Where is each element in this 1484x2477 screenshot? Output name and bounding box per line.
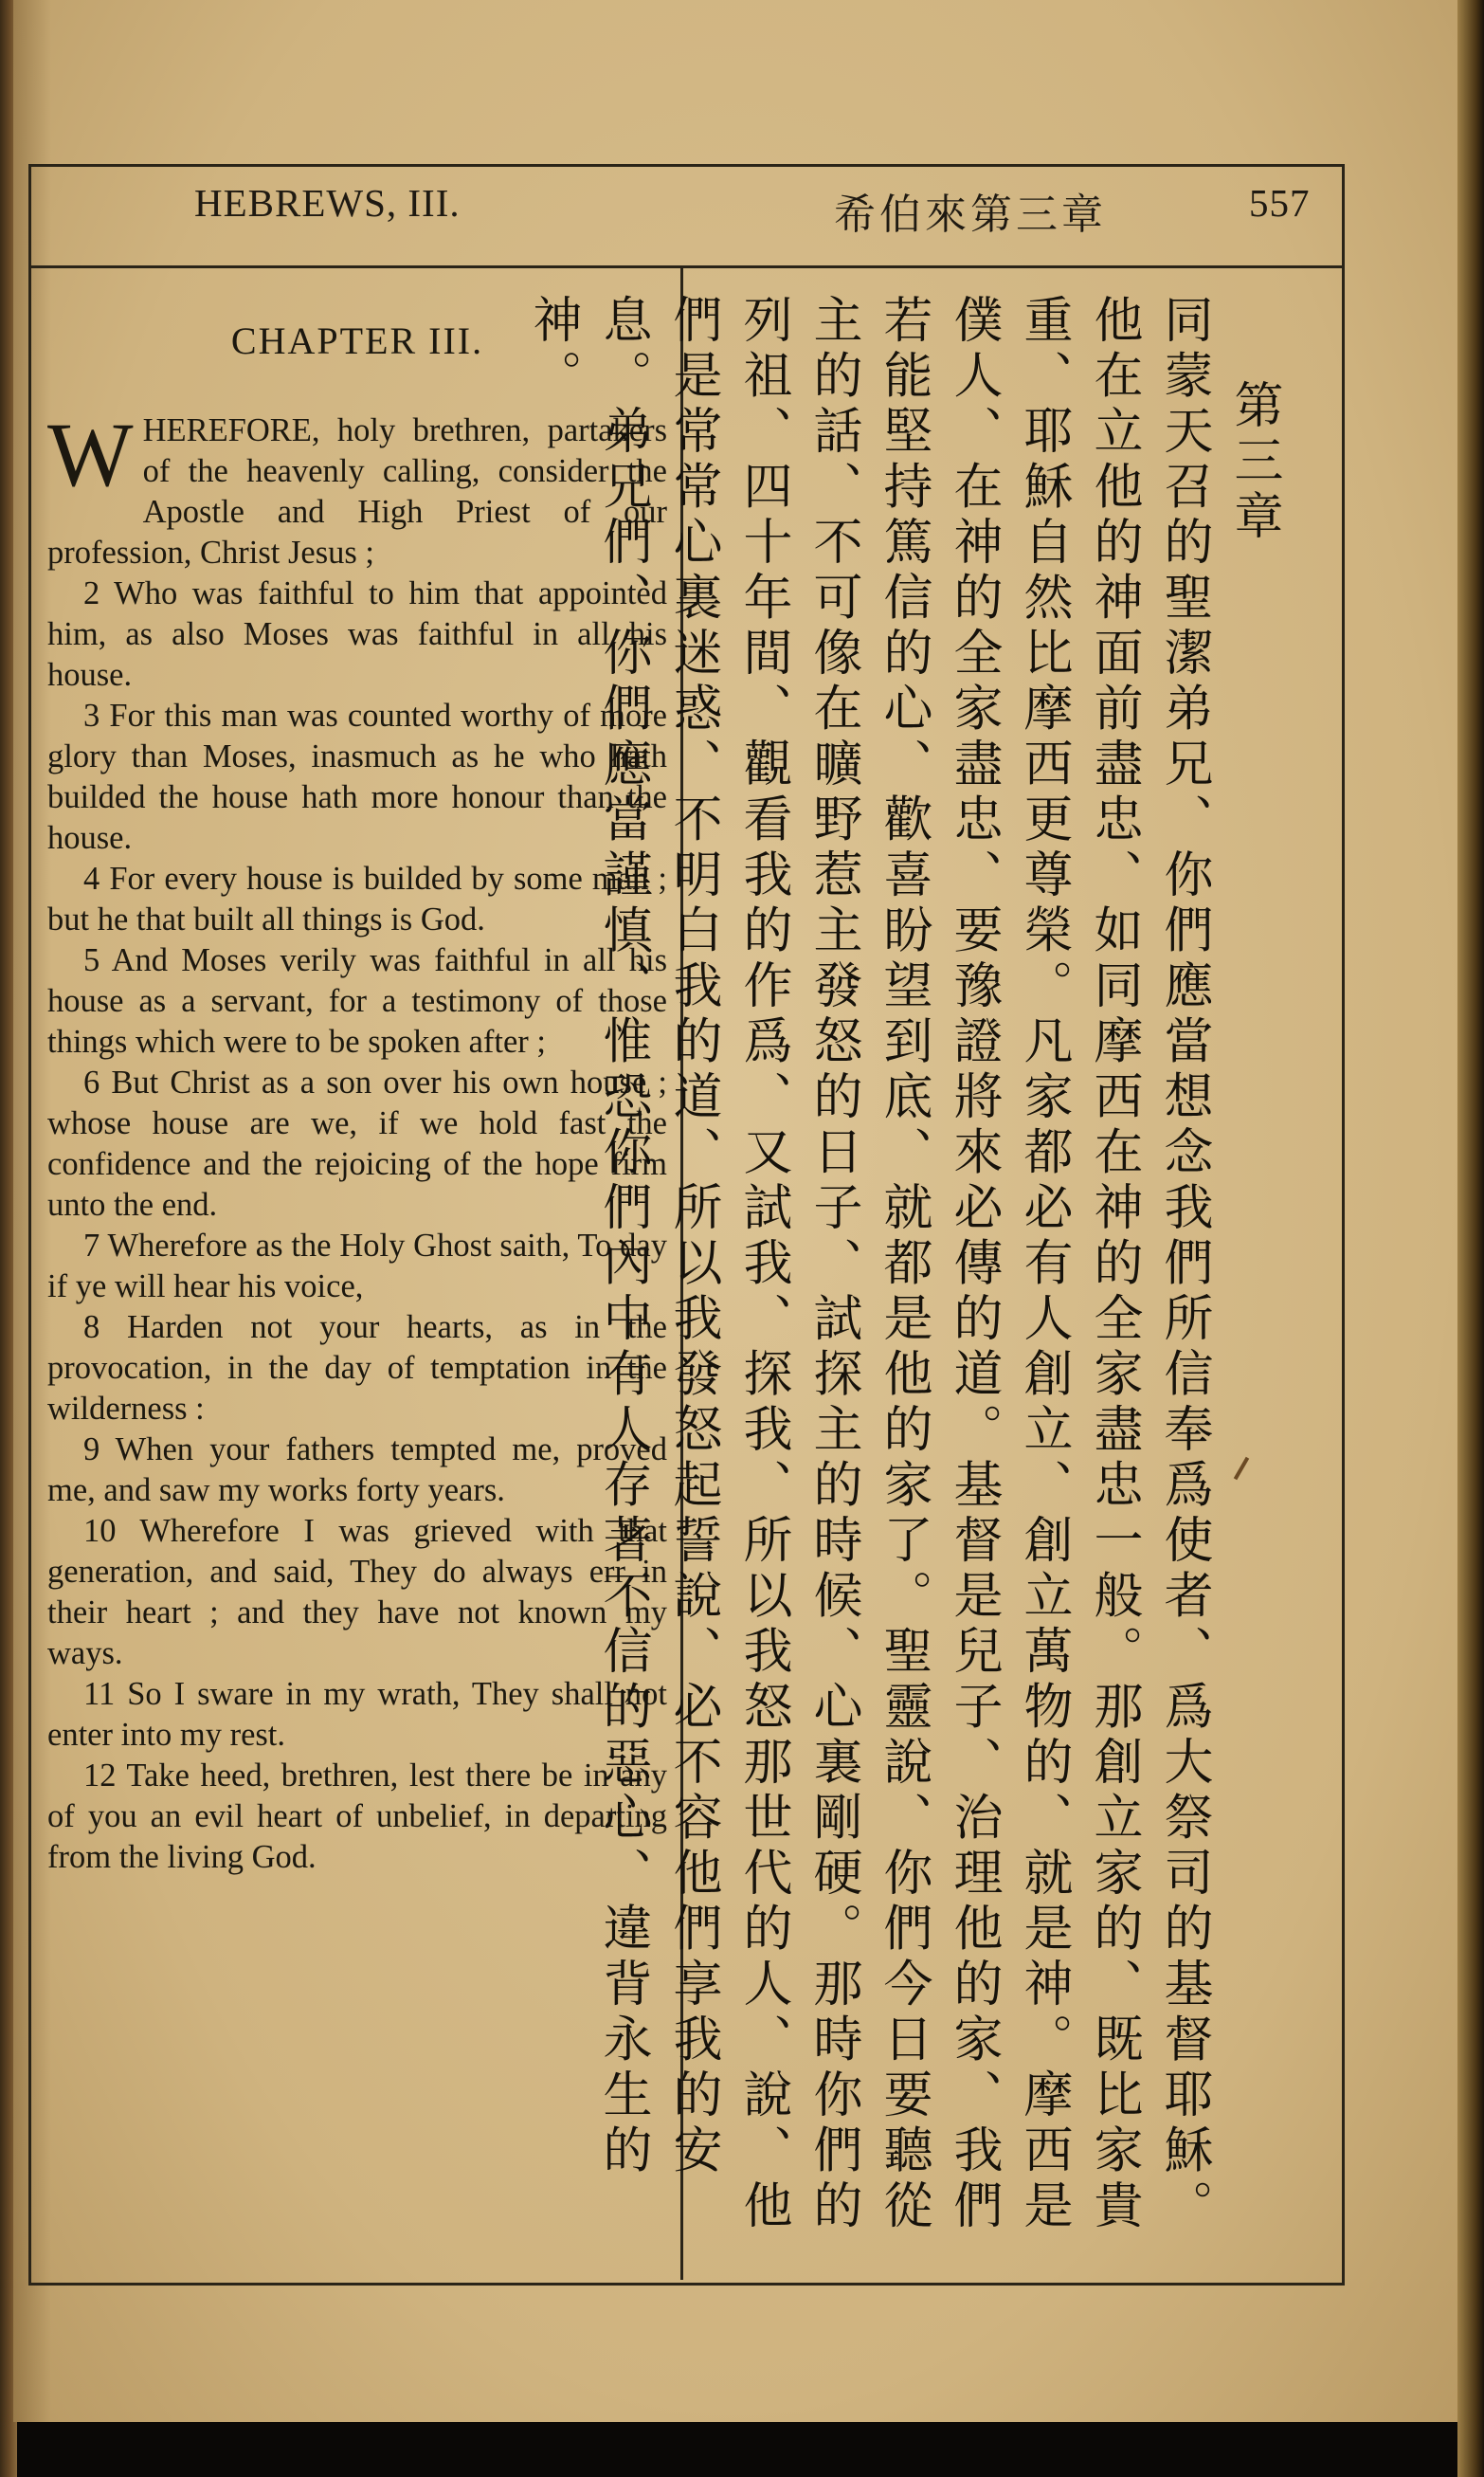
running-head-chinese: 希伯來第三章 [834, 191, 1107, 239]
chinese-text: 同蒙天召的聖潔弟兄、你們應當想念我們所信奉爲使者、爲大祭司的基督耶穌。他在立他的神面前盡忠、如同摩西在神的全家盡忠一般。那創立家的、既比家貴重、耶穌自然比摩西更尊榮。凡家都必有人創立、創立萬物的、就是神。摩西是僕人、在神的全家盡忠、要豫證將來必傳的道。基督是兒子、治理他的家、我們若能堅持篤信的心、歡喜盼望到底、就都是他的家了。聖靈說、你們今日要聽從主的話、不可像在曠野惹主發怒的日子、試探主的時候、心裏剛硬。那時你們的列祖、四十年間、觀看我的作爲、又試我、探我、所以我怒那世代的人、說、他們是常常心裏迷惑、不明白我的道、所以我發怒起誓說、必不容他們享我的安息。弟兄們、你們應當謹慎、惟恐你們內中有人存著不信的惡心、違背永生的神。 [524, 294, 1212, 2235]
drop-cap: W [47, 404, 134, 505]
verse-9: 9 When your fathers tempted me, proved me, and saw my works forty years. [47, 1431, 667, 1508]
verse-1-text: HEREFORE, holy brethren, partakers of the heavenly calling, consider the Apostle and High Priest of our profession, Christ Jesus ; [47, 412, 667, 571]
verse-8: 8 Harden not your hearts, as in the provocation, in the day of temptation in the wilderness : [47, 1309, 667, 1427]
chapter-title: CHAPTER III. [230, 319, 484, 362]
verse-11: 11 So I sware in my wrath, They shall not enter into my rest. [47, 1676, 667, 1753]
chinese-column [524, 294, 1289, 2256]
verse-7: 7 Wherefore as the Holy Ghost saith, To day if ye will hear his voice, [47, 1228, 667, 1304]
verse-4: 4 For every house is builded by some man ; but he that built all things is God. [47, 861, 667, 938]
verse-3: 3 For this man was counted worthy of more glory than Moses, inasmuch as he who hath builded the house hath more honour than the house. [47, 698, 667, 856]
running-head-english: HEBREWS, III. [194, 181, 461, 225]
page-edge [1457, 0, 1484, 2477]
verse-10: 10 Wherefore I was grieved with that generation, and said, They do always err in their heart ; and they have not known my ways. [47, 1513, 667, 1671]
chinese-chapter-heading: 第三章 [1225, 379, 1282, 546]
verse-12: 12 Take heed, brethren, lest there be in any of you an evil heart of unbelief, in departing from the living God. [47, 1758, 667, 1875]
verse-5: 5 And Moses verily was faithful in all his house as a servant, for a testimony of those things which were to be spoken after ; [47, 942, 667, 1060]
page-number: 557 [1249, 181, 1311, 225]
verse-6: 6 But Christ as a son over his own house ; whose house are we, if we hold fast the confidence and the rejoicing of the hope firm unto the end. [47, 1065, 667, 1223]
verse-2: 2 Who was faithful to him that appointed him, as also Moses was faithful in all his house. [47, 575, 667, 693]
header-rule [28, 265, 1345, 268]
